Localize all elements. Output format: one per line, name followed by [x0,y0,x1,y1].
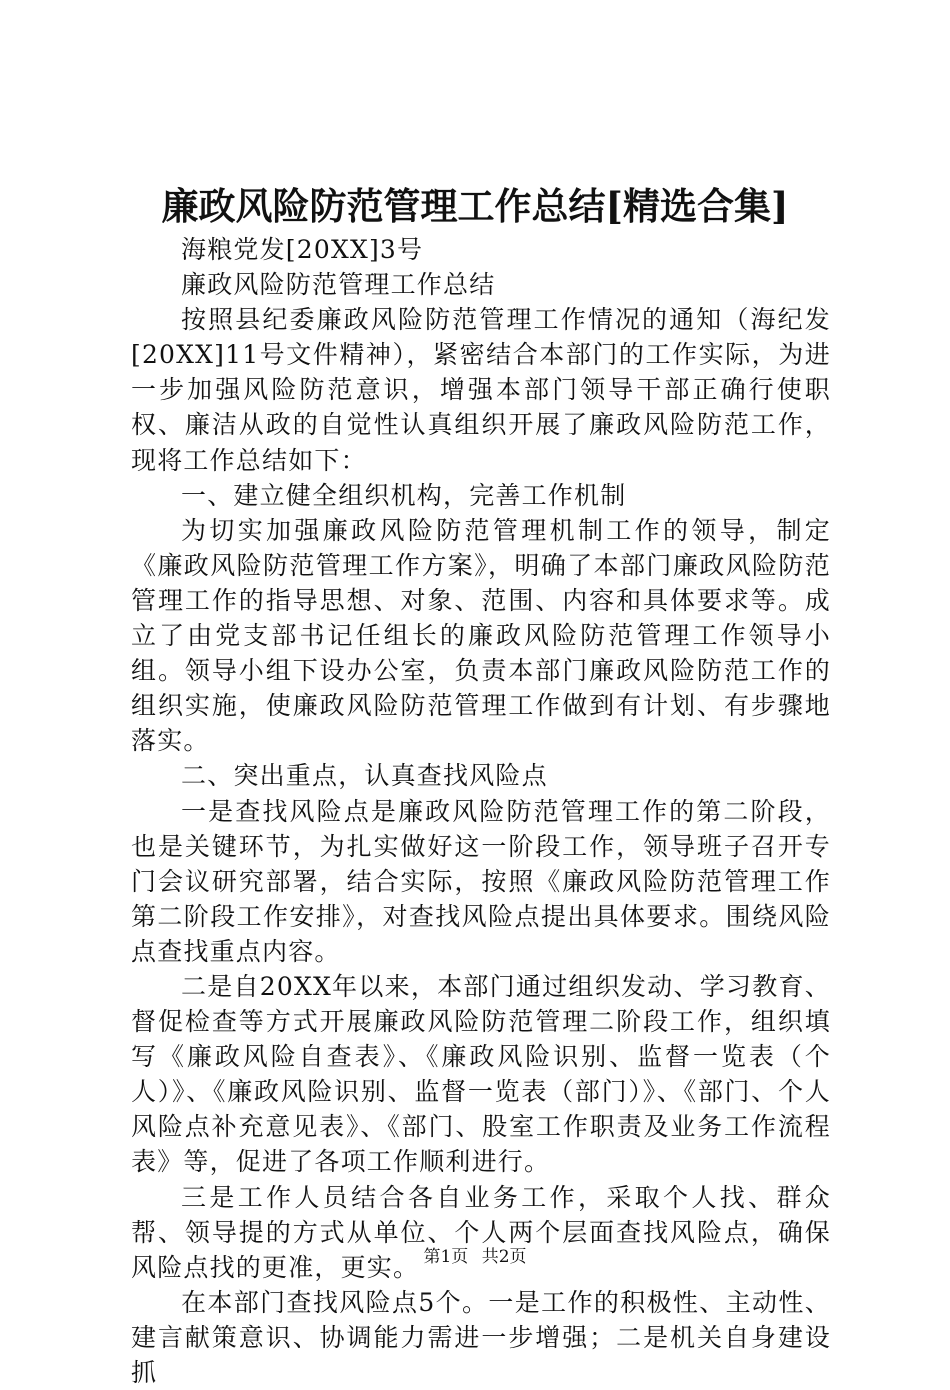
paragraph-point-2: 二是自20XX年以来，本部门通过组织发动、学习教育、督促检查等方式开展廉政风险防范管理二阶段工作，组织填写《廉政风险自查表》、《廉政风险识别、监督一览表（个人）》、《廉政风险识别、监督一览表（部门）》、《部门、个人风险点补充意见表》、《部门、股室工作职责及业务工作流程表》等，促进了各项工作顺利进行。 [131,971,831,1177]
section-heading-1: 一、建立健全组织机构，完善工作机制 [181,480,627,510]
paragraph-risk-points: 在本部门查找风险点5个。一是工作的积极性、主动性、建言献策意识、协调能力需进一步增强；二是机关自身建设抓 [131,1287,831,1387]
document-number: 海粮党发[20XX]3号 [181,235,424,264]
section-heading-2: 二、突出重点，认真查找风险点 [181,761,548,791]
page-number: 第1页 [423,1247,469,1267]
page-total: 共2页 [481,1247,527,1267]
paragraph-intro: 按照县纪委廉政风险防范管理工作情况的通知（海纪发[20XX]11号文件精神），紧密结合本部门的工作实际，为进一步加强风险防范意识，增强本部门领导干部正确行使职权、廉洁从政的自觉性认真组织开展了廉政风险防范工作，现将工作总结如下： [131,305,831,475]
document-title: 廉政风险防范管理工作总结[精选合集] [161,184,789,228]
document-subtitle: 廉政风险防范管理工作总结 [181,270,496,300]
paragraph-point-3: 三是工作人员结合各自业务工作，采取个人找、群众帮、领导提的方式从单位、个人两个层面查找风险点，确保风险点找的更准，更实。 [131,1182,831,1282]
page-footer [0,1245,950,1269]
paragraph-point-1: 一是查找风险点是廉政风险防范管理工作的第二阶段，也是关键环节，为扎实做好这一阶段工作，领导班子召开专门会议研究部署，结合实际，按照《廉政风险防范管理工作第二阶段工作安排》，对查找风险点提出具体要求。围绕风险点查找重点内容。 [131,796,831,966]
paragraph-section-1: 为切实加强廉政风险防范管理机制工作的领导，制定《廉政风险防范管理工作方案》，明确了本部门廉政风险防范管理工作的指导思想、对象、范围、内容和具体要求等。成立了由党支部书记任组长的廉政风险防范管理工作领导小组。领导小组下设办公室，负责本部门廉政风险防范工作的组织实施，使廉政风险防范管理工作做到有计划、有步骤地落实。 [131,515,831,756]
document-body [131,232,831,1390]
